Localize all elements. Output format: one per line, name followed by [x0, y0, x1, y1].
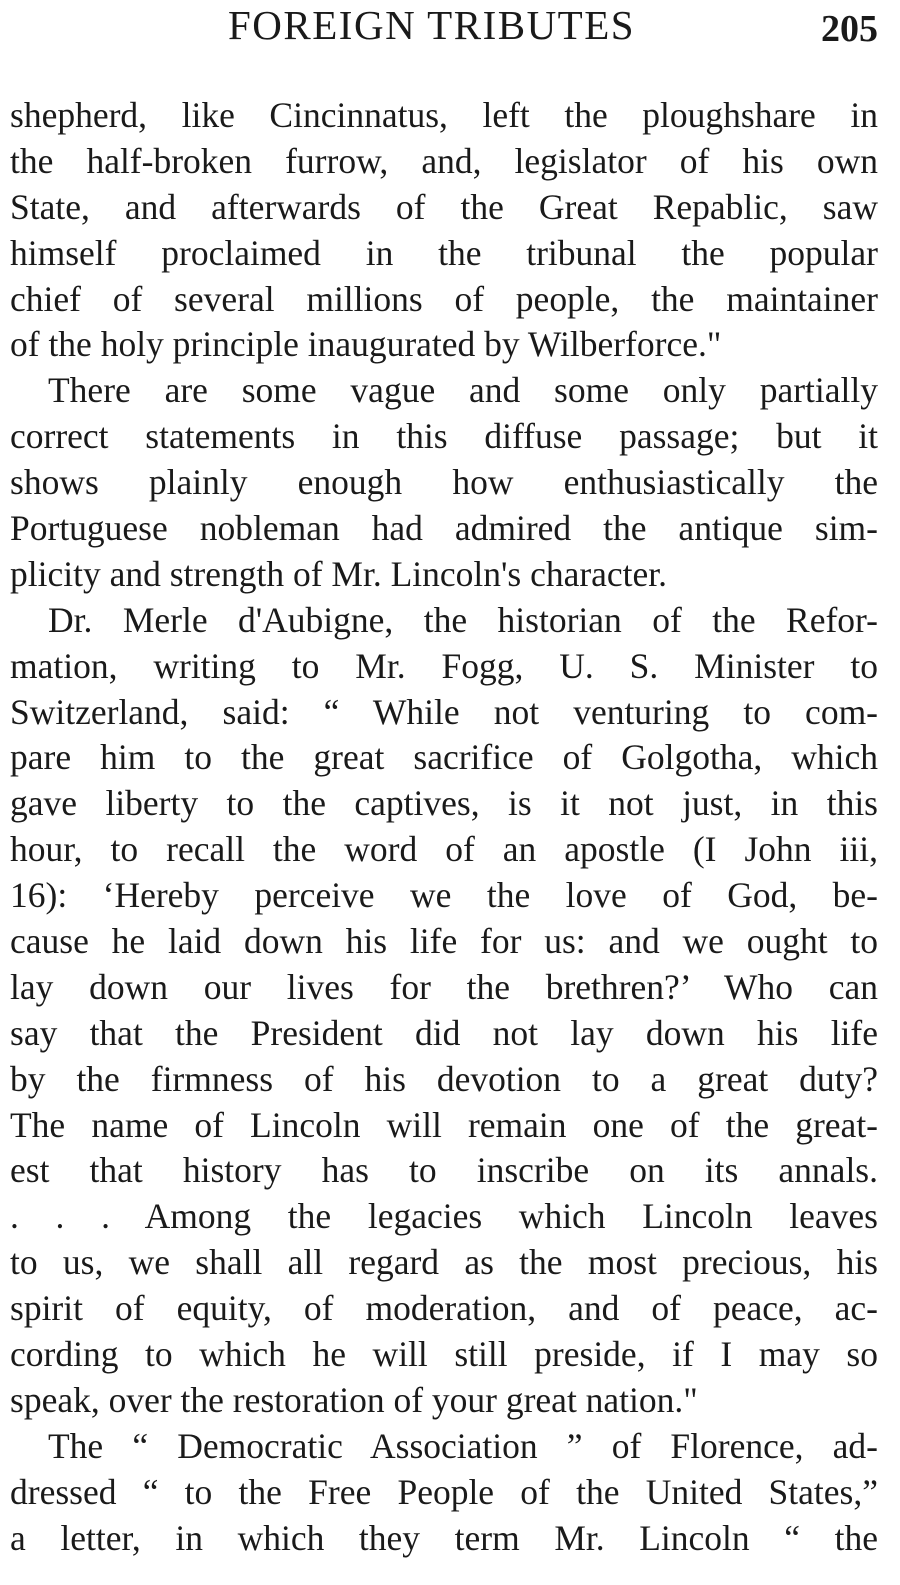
text-line: lay down our lives for the brethren?’ Who can: [10, 966, 878, 1007]
text-line: the half-broken furrow, and, legislator of his own: [10, 140, 878, 181]
text-line: to us, we shall all regard as the most precious, his: [10, 1242, 878, 1283]
text-line: a letter, in which they term Mr. Lincoln “ the: [10, 1517, 878, 1558]
text-line: 16): ‘Hereby perceive we the love of God, be-: [10, 875, 878, 916]
text-line: spirit of equity, of moderation, and of peace, ac-: [10, 1288, 878, 1329]
text-line: est that history has to inscribe on its annals.: [10, 1150, 878, 1191]
text-line: hour, to recall the word of an apostle (I John iii,: [10, 829, 878, 870]
text-line: There are some vague and some only partially: [48, 370, 878, 411]
text-line: correct statements in this diffuse passage; but it: [10, 416, 878, 457]
text-line: Portuguese nobleman had admired the antique sim-: [10, 508, 878, 549]
page-body-text: [10, 93, 878, 1562]
text-line: himself proclaimed in the tribunal the popular: [10, 232, 878, 273]
text-line: pare him to the great sacrifice of Golgotha, which: [10, 737, 878, 778]
text-line: shows plainly enough how enthusiastically the: [10, 462, 878, 503]
text-line: The name of Lincoln will remain one of the great-: [10, 1104, 878, 1145]
text-line: cause he laid down his life for us: and we ought to: [10, 921, 878, 962]
text-line: by the firmness of his devotion to a great duty?: [10, 1058, 878, 1099]
text-line: shepherd, like Cincinnatus, left the ploughshare in: [10, 95, 878, 135]
text-line: speak, over the restoration of your great nation.": [10, 1379, 698, 1420]
text-line: cording to which he will still preside, if I may so: [10, 1334, 878, 1375]
text-line: Switzerland, said: “ While not venturing to com-: [10, 691, 878, 732]
running-header: [0, 2, 900, 48]
text-line: of the holy principle inaugurated by Wilberforce.": [10, 324, 722, 365]
page-number: 205: [821, 8, 878, 50]
text-line: . . . Among the legacies which Lincoln leaves: [10, 1196, 878, 1237]
text-line: State, and afterwards of the Great Repablic, saw: [10, 186, 878, 227]
text-line: chief of several millions of people, the maintainer: [10, 278, 878, 319]
text-line: say that the President did not lay down his life: [10, 1012, 878, 1053]
text-line: The “ Democratic Association ” of Florence, ad-: [48, 1425, 878, 1466]
running-title: FOREIGN TRIBUTES: [228, 2, 636, 48]
text-line: mation, writing to Mr. Fogg, U. S. Minister to: [10, 645, 878, 686]
text-line: Dr. Merle d'Aubigne, the historian of the Refor-: [48, 599, 878, 640]
text-line: dressed “ to the Free People of the United States,”: [10, 1471, 878, 1512]
text-line: plicity and strength of Mr. Lincoln's character.: [10, 553, 668, 594]
text-line: gave liberty to the captives, is it not just, in this: [10, 783, 878, 824]
